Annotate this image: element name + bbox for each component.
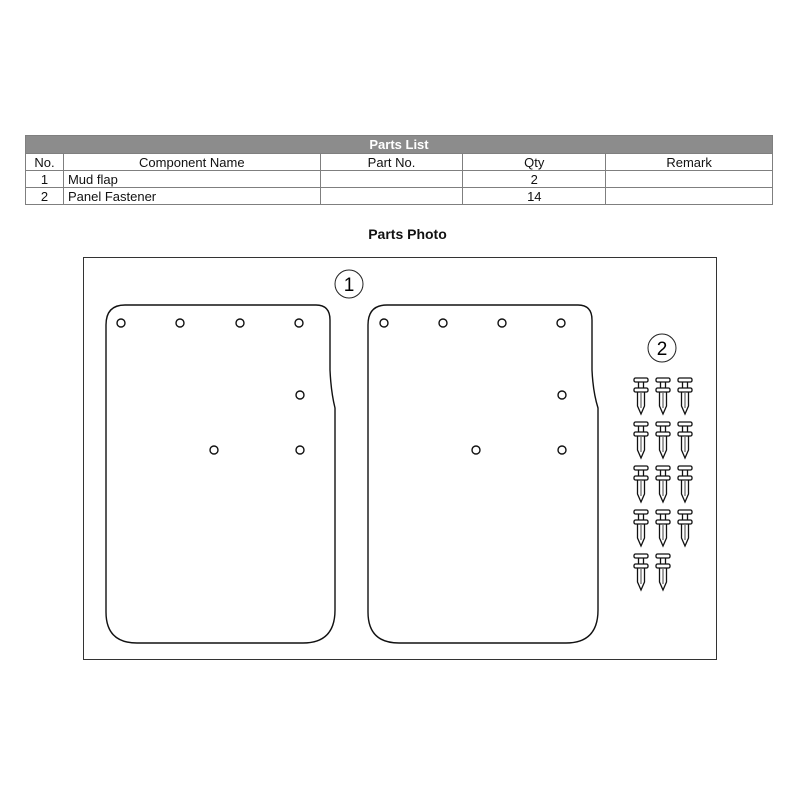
mud-flap-left-holes xyxy=(117,319,304,454)
row-qty: 14 xyxy=(463,188,606,205)
fastener xyxy=(634,422,648,458)
fastener xyxy=(634,378,648,414)
fastener xyxy=(656,466,670,502)
fastener xyxy=(656,554,670,590)
fastener xyxy=(678,510,692,546)
callout-2 xyxy=(648,334,676,362)
row-no: 1 xyxy=(26,171,64,188)
mud-flap-right xyxy=(368,305,598,643)
header-remark: Remark xyxy=(606,154,773,171)
fastener xyxy=(678,378,692,414)
row-component-name: Mud flap xyxy=(63,171,320,188)
parts-photo-title: Parts Photo xyxy=(368,226,447,242)
callout-1-label: 1 xyxy=(343,275,355,296)
header-no: No. xyxy=(26,154,64,171)
parts-list-title: Parts List xyxy=(26,136,773,154)
row-component-name: Panel Fastener xyxy=(63,188,320,205)
fastener xyxy=(634,510,648,546)
mud-flap-right-holes xyxy=(380,319,566,454)
fastener xyxy=(678,422,692,458)
mud-flap-left xyxy=(106,305,335,643)
fastener xyxy=(656,378,670,414)
fastener xyxy=(634,554,648,590)
header-qty: Qty xyxy=(463,154,606,171)
row-no: 2 xyxy=(26,188,64,205)
row-qty: 2 xyxy=(463,171,606,188)
callout-1 xyxy=(335,270,363,298)
header-part-no: Part No. xyxy=(320,154,463,171)
callout-2-label: 2 xyxy=(656,339,668,360)
panel-fasteners xyxy=(634,378,692,590)
header-component-name: Component Name xyxy=(63,154,320,171)
fastener xyxy=(678,466,692,502)
fastener xyxy=(656,510,670,546)
fastener xyxy=(634,466,648,502)
fastener xyxy=(656,422,670,458)
